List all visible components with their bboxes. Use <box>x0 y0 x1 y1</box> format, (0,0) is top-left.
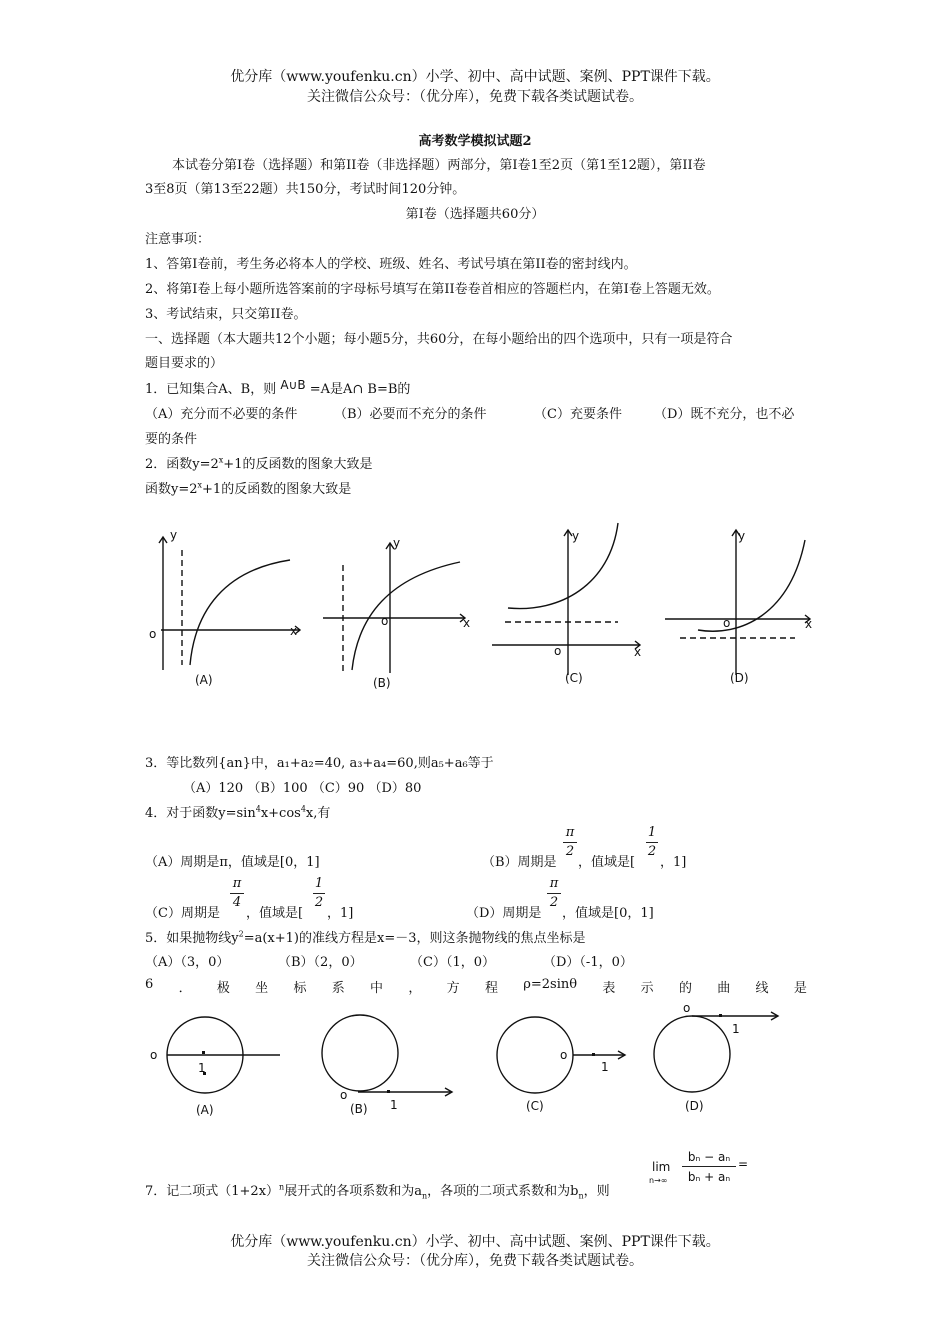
q4-c-period-fraction <box>230 877 244 910</box>
q3-stem: 3．等比数列{an}中，a₁+a₂=40, a₃+a₄=60,则a₅+a₆等于 <box>145 756 494 771</box>
q6-word: 极 <box>216 981 230 996</box>
q6-word: ， <box>408 981 422 996</box>
q7-stem-d: ，则 <box>583 1184 610 1199</box>
q1-option-d-cont: 要的条件 <box>145 432 198 447</box>
q6-word: 表 <box>602 981 616 996</box>
q7-stem-c: ，各项的二项式系数和为b <box>427 1184 579 1199</box>
q4-b-one: 1 <box>647 825 657 840</box>
q7-equals: = <box>738 1157 749 1171</box>
q4-b-period-fraction <box>563 826 577 859</box>
q4-option-b-post: ，1] <box>660 855 687 870</box>
circle-a-caption: (A) <box>196 1103 214 1117</box>
circle-c-origin-label: o <box>560 1048 568 1062</box>
q6-word: 系 <box>331 981 345 996</box>
circle-c-dot <box>592 1053 595 1056</box>
q4-sup-2: 4 <box>300 804 306 814</box>
q7-numerator: bₙ − aₙ <box>687 1150 731 1164</box>
q4-b-two: 2 <box>565 844 575 859</box>
q1-option-d: （D）既不充分，也不必 <box>654 407 795 422</box>
q6-polar-equation: ρ=2sinθ <box>523 977 578 992</box>
q2-stem-b: +1的反函数的图象大致是 <box>223 457 373 472</box>
footer-line-1: 优分库（www.youfenku.cn）小学、初中、高中试题、案例、PPT课件下载。 <box>230 1234 720 1250</box>
q4-option-c-mid: ，值域是[ <box>246 906 304 921</box>
graph-b-x-label: x <box>463 616 471 630</box>
q6-word: 线 <box>755 981 769 996</box>
q1-pre: 1．已知集合A、B，则 <box>145 382 277 397</box>
q5-option-d: （D）（-1，0） <box>543 955 633 970</box>
circle-b-caption: (B) <box>350 1102 368 1116</box>
q7-lim: lim <box>652 1160 671 1174</box>
q7-sub-1: n <box>421 1191 428 1201</box>
circle-a-center-dot <box>202 1051 205 1054</box>
q4-c-four: 4 <box>232 895 242 910</box>
q4-option-d-pre: （D）周期是 <box>466 906 542 921</box>
circle-d-origin-label: o <box>683 1001 691 1015</box>
q6-circles <box>140 1000 790 1125</box>
notice-1: 1、答第I卷前，考生务必将本人的学校、班级、姓名、考试号填在第II卷的密封线内。 <box>145 257 637 272</box>
q2-stem-repeat-b: +1的反函数的图象大致是 <box>202 482 352 497</box>
graph-b-y-label: y <box>393 536 401 550</box>
graph-d-x-label: x <box>805 617 813 631</box>
q4-c-range-fraction <box>313 877 325 910</box>
header-line-1: 优分库（www.youfenku.cn）小学、初中、高中试题、案例、PPT课件下载。 <box>230 69 720 85</box>
section-1-line-1: 一、选择题（本大题共12个小题；每小题5分，共60分，在每小题给出的四个选项中，只有一项是符合 <box>145 332 733 347</box>
q6-word: 是 <box>793 981 807 996</box>
q1-stem <box>145 378 410 397</box>
q5-option-a: （A）（3，0） <box>145 955 230 970</box>
q6-word: 示 <box>640 981 654 996</box>
q4-stem-a: 4．对于函数y=sin <box>145 806 256 821</box>
circle-d-dot <box>719 1014 722 1017</box>
q6-word: 标 <box>293 981 307 996</box>
q6-word: ． <box>178 981 192 996</box>
q7-lim-sub: n→∞ <box>649 1176 668 1185</box>
q6-word: 程 <box>484 981 498 996</box>
q4-option-b-mid: ，值域是[ <box>578 855 636 870</box>
graph-d-caption: (D) <box>730 671 749 685</box>
graph-d-curve <box>698 540 805 631</box>
graph-c-curve <box>508 523 618 609</box>
q2-stem-repeat-a: 函数y=2 <box>145 482 198 497</box>
circle-c-caption: (C) <box>526 1099 544 1113</box>
intro-line-2: 3至8页（第13至22题）共150分，考试时间120分钟。 <box>145 182 466 197</box>
q4-sup-1: 4 <box>255 804 261 814</box>
circle-c-one-label: 1 <box>601 1060 609 1074</box>
q6-word: 6 <box>145 977 154 992</box>
q7-fraction-bar <box>682 1166 736 1167</box>
graph-a-caption: (A) <box>195 673 213 687</box>
q7-stem-a: 7．记二项式（1+2x） <box>145 1184 280 1199</box>
q5-stem-b: =a(x+1)的准线方程是x=－3，则这条抛物线的焦点坐标是 <box>243 931 586 946</box>
q6-word: 坐 <box>255 981 269 996</box>
graph-d-y-label: y <box>738 529 746 543</box>
q4-option-b-pre: （B）周期是 <box>482 855 557 870</box>
q2-stem-repeat <box>145 478 351 497</box>
notice-heading: 注意事项： <box>145 232 211 247</box>
q4-c-pi: π <box>232 876 242 891</box>
header-line-2: 关注微信公众号：（优分库），免费下载各类试题试卷。 <box>307 89 643 105</box>
q2-sup: x <box>218 455 224 465</box>
graph-a-x-label: x <box>290 624 298 638</box>
circle-d-one-label: 1 <box>732 1022 740 1036</box>
q4-stem-b: x+cos <box>260 806 301 821</box>
q5-stem-a: 5．如果抛物线y <box>145 931 239 946</box>
q4-b-two-den: 2 <box>647 844 657 859</box>
graph-b-caption: (B) <box>373 676 391 690</box>
circle-b <box>322 1015 398 1091</box>
q5-option-b: （B）（2，0） <box>278 955 363 970</box>
graph-a-y-label: y <box>170 528 178 542</box>
graph-c-x-label: x <box>634 645 642 659</box>
part-one-heading: 第I卷（选择题共60分） <box>405 207 545 222</box>
q2-stem <box>145 453 372 472</box>
q3-options: （A）120 （B）100 （C）90 （D）80 <box>183 781 422 796</box>
notice-2: 2、将第I卷上每小题所选答案前的字母标号填写在第II卷卷首相应的答题栏内，在第I卷上答题无效。 <box>145 282 720 297</box>
q6-word: 曲 <box>717 981 731 996</box>
q4-b-pi: π <box>565 825 575 840</box>
q4-option-c-post: ，1] <box>327 906 354 921</box>
q4-b-range-fraction <box>646 826 658 859</box>
circle-d <box>654 1016 730 1092</box>
q2-graphs <box>140 515 830 700</box>
notice-3: 3、考试结束，只交第II卷。 <box>145 307 307 322</box>
q4-stem <box>145 802 330 821</box>
graph-c-y-label: y <box>572 529 580 543</box>
q6-word: 的 <box>678 981 692 996</box>
q6-word: 方 <box>446 981 460 996</box>
circle-b-origin-label: o <box>340 1088 348 1102</box>
graph-c-origin-label: o <box>554 644 562 658</box>
q4-stem-c: x,有 <box>305 806 331 821</box>
q6-stem <box>145 977 807 996</box>
footer-line-2: 关注微信公众号：（优分库），免费下载各类试题试卷。 <box>307 1253 643 1269</box>
circle-d-caption: (D) <box>685 1099 704 1113</box>
intro-line-1: 本试卷分第I卷（选择题）和第II卷（非选择题）两部分，第I卷1至2页（第1至12题），第II卷 <box>172 158 706 173</box>
q7-denominator: bₙ + aₙ <box>687 1170 731 1184</box>
q4-d-two: 2 <box>549 895 559 910</box>
q5-option-c: （C）（1，0） <box>410 955 495 970</box>
circle-a-one-label: 1 <box>198 1061 206 1075</box>
q7-stem <box>145 1180 610 1201</box>
q4-option-d-post: ，值域是[0，1] <box>562 906 654 921</box>
circle-b-one-label: 1 <box>390 1098 398 1112</box>
q2-stem-a: 2．函数y=2 <box>145 457 219 472</box>
q4-c-one: 1 <box>314 876 324 891</box>
q1-union-expr: A∪B <box>280 378 306 392</box>
q1-option-c: （C）充要条件 <box>534 407 622 422</box>
q2-sup-repeat: x <box>197 480 203 490</box>
q1-post: =A是A∩ B=B的 <box>309 382 411 397</box>
q6-word: 中 <box>370 981 384 996</box>
q1-option-b: （B）必要而不充分的条件 <box>334 407 487 422</box>
q4-option-c-pre: （C）周期是 <box>145 906 220 921</box>
graph-c-caption: (C) <box>565 671 583 685</box>
q1-option-a: （A）充分而不必要的条件 <box>145 407 298 422</box>
graph-b-curve <box>352 562 460 670</box>
q5-sup: 2 <box>238 929 244 939</box>
section-1-line-2: 题目要求的） <box>145 356 224 371</box>
q4-option-a: （A）周期是π，值域是[0，1] <box>145 855 320 870</box>
q7-sup: n <box>279 1182 285 1192</box>
circle-b-dot <box>387 1090 390 1093</box>
q4-c-two: 2 <box>314 895 324 910</box>
graph-a-curve <box>190 560 290 665</box>
q4-d-period-fraction <box>547 877 561 910</box>
q4-d-pi: π <box>549 876 559 891</box>
q5-stem <box>145 927 586 946</box>
graph-a-origin-label: o <box>149 627 157 641</box>
q7-sub-2: n <box>578 1191 584 1201</box>
circle-a-origin-label: o <box>150 1048 158 1062</box>
graph-b-origin-label: o <box>381 614 389 628</box>
q7-stem-b: 展开式的各项系数和为a <box>284 1184 422 1199</box>
exam-title: 高考数学模拟试题2 <box>418 134 532 149</box>
graph-d-origin-label: o <box>723 616 731 630</box>
